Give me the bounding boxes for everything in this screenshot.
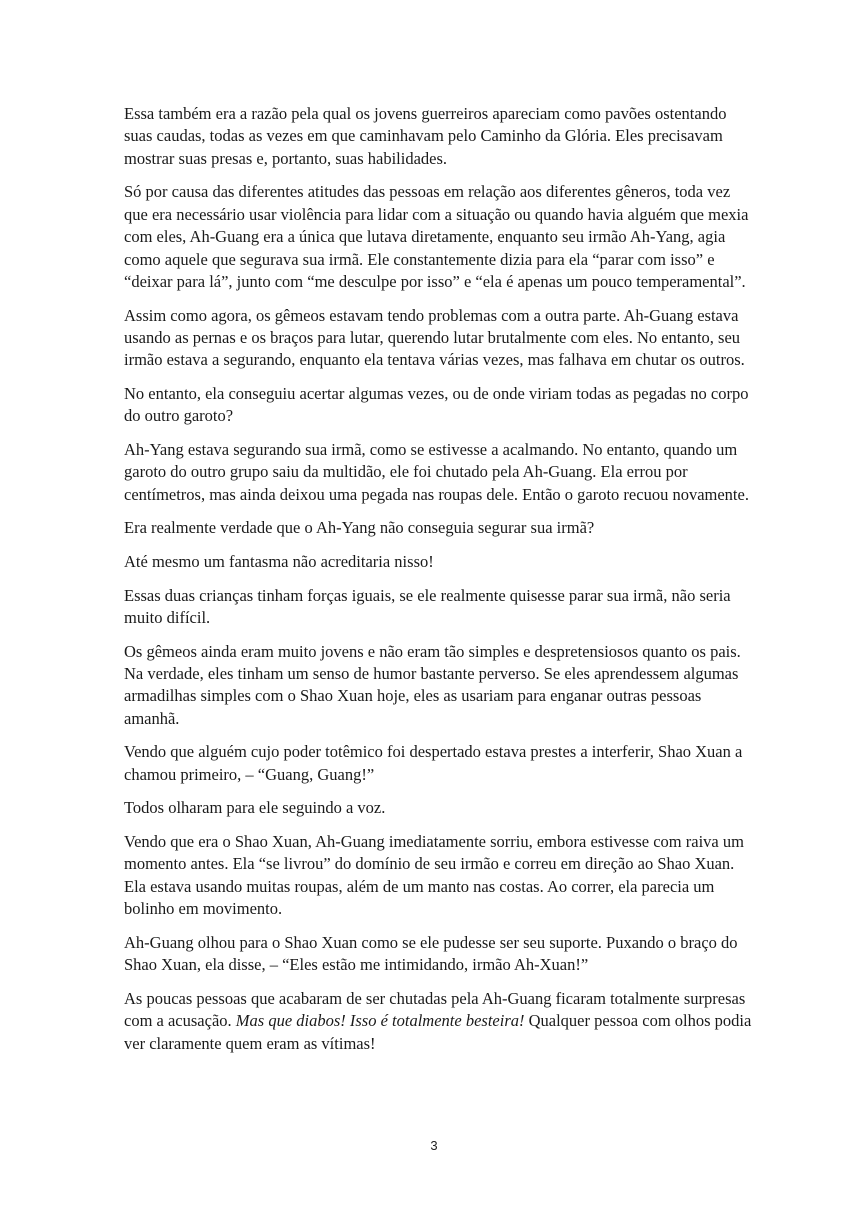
paragraph: Assim como agora, os gêmeos estavam tendo problemas com a outra parte. Ah-Guang estava usando as pernas e os braços para lutar, querendo lutar brutalmente com eles. No entanto, seu irmão estava a segurando, enquanto ela tentava várias vezes, mas falhava em chutar os outros.: [124, 305, 745, 370]
page-number: 3: [430, 1138, 438, 1153]
paragraph: Ah-Guang olhou para o Shao Xuan como se ele pudesse ser seu suporte. Puxando o braço do Shao Xuan, ela disse, – “Eles estão me intimidando, irmão Ah-Xuan!”: [124, 932, 738, 975]
paragraph: Essa também era a razão pela qual os jovens guerreiros apareciam como pavões ostentando suas caudas, todas as vezes em que caminhavam pelo Caminho da Glória. Eles precisavam mostrar suas presas e, portanto, suas habilidades.: [124, 104, 727, 168]
paragraph: Vendo que era o Shao Xuan, Ah-Guang imediatamente sorriu, embora estivesse com raiva um momento antes. Ela “se livrou” do domínio de seu irmão e correu em direção ao Shao Xuan. Ela estava usando muitas roupas, além de um manto nas costas. Ao correr, ela parecia um bolinho em movimento.: [124, 832, 744, 919]
last-paragraph-text-after: Qualquer pessoa com olhos podia ver claramente quem eram as vítimas!: [124, 1011, 752, 1053]
paragraph: Essas duas crianças tinham forças iguais, se ele realmente quisesse parar sua irmã, não seria muito difícil.: [124, 585, 731, 628]
paragraph: Ah-Yang estava segurando sua irmã, como se estivesse a acalmando. No entanto, quando um garoto do outro grupo saiu da multidão, ele foi chutado pela Ah-Guang. Ela errou por centímetros, mas ainda deixou uma pegada nas roupas dele. Então o garoto recuou novamente.: [124, 440, 749, 504]
last-paragraph-text-before: As poucas pessoas que acabaram de ser chutadas pela Ah-Guang ficaram totalmente surpresas com a acusação.: [124, 988, 746, 1031]
paragraph: Até mesmo um fantasma não acreditaria nisso!: [124, 552, 434, 572]
paragraph: Era realmente verdade que o Ah-Yang não conseguia segurar sua irmã?: [124, 518, 595, 538]
paragraph: No entanto, ela conseguiu acertar algumas vezes, ou de onde viriam todas as pegadas no corpo do outro garoto?: [124, 384, 749, 426]
paragraph: Só por causa das diferentes atitudes das pessoas em relação aos diferentes gêneros, toda vez que era necessário usar violência para lidar com a situação ou quando havia alguém que mexia com eles, Ah-Guang era a única que lutava diretamente, enquanto seu irmão Ah-Yang, agia como aquele que segurava sua irmã. Ele constantemente dizia para ela “parar com isso” e “deixar para lá”, junto com “me desculpe por isso” e “ela é apenas um pouco temperamental”.: [124, 182, 749, 292]
document-page: [124, 103, 756, 1066]
paragraph: Todos olharam para ele seguindo a voz.: [124, 798, 386, 818]
last-paragraph-italic-text: Mas que diabos! Isso é totalmente besteira!: [235, 1011, 525, 1031]
last-paragraph: [124, 988, 756, 1055]
paragraph: Os gêmeos ainda eram muito jovens e não eram tão simples e despretensiosos quanto os pais. Na verdade, eles tinham um senso de humor bastante perverso. Se eles aprendessem algumas armadilhas simples com o Shao Xuan hoje, eles as usariam para enganar outras pessoas amanhã.: [124, 641, 741, 728]
paragraph: Vendo que alguém cujo poder totêmico foi despertado estava prestes a interferir, Shao Xuan a chamou primeiro, – “Guang, Guang!”: [124, 742, 743, 784]
